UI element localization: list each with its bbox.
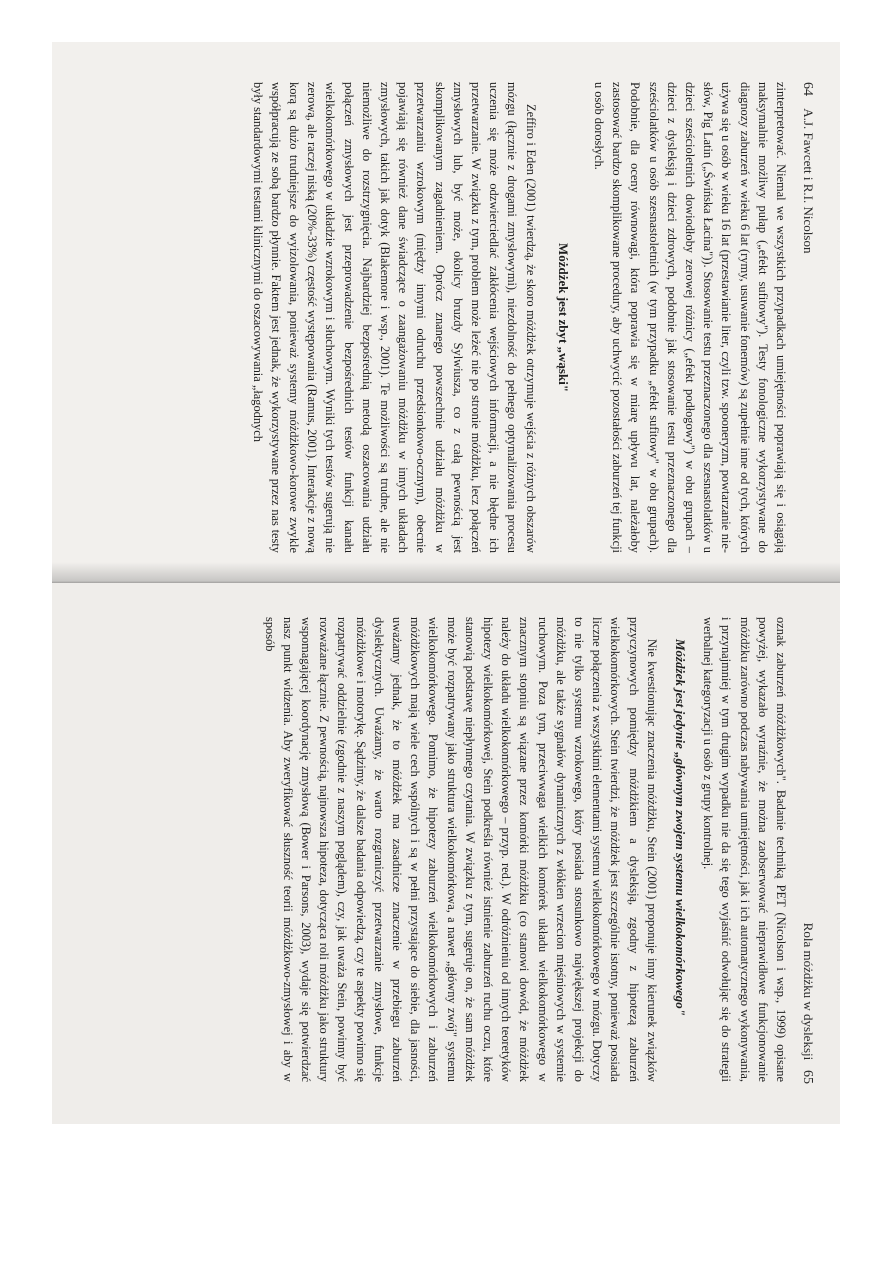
right-paragraph-2: Nie kwestionując znaczenia móżdżku, Stein (2001) proponuje inny kierunek związków przyczynowych pomiędzy móżdżkiem a dysleksją, zgodny z hipotezą zaburzeń wielkokomórkowych. Stein twierdzi, że móżdżek jest szczególnie istotny, ponieważ posiada liczne połączenia z wszystkimi elementami systemu wielkokomórkowego w mózgu. Dotyczy to nie tylko systemu wzrokowego, który posiada stosunkowo największej projekcji do móżdżku, ale także sygnałów dynamicznych z włókien wrzecion mięśniowych w systemie ruchowym. Poza tym, przeciwwaga wielkich komórek układu wielkokomórkowego w znacznym stopniu są wiązane przez komórki móżdżku (co stanowi dowód, że móżdżek należy do układu wielkokomórkowego – przyp. red.). W odróżnieniu od innych teoretyków hipotezy wielkokomórkowej, Stein podkreśla również istnienie zaburzeń ruchu oczu, które stanowią podstawę niepłynnego czytania. W związku z tym, sugeruje on, że sam móżdżek może być rozpatrywany jako struktura wielkokomórkowa, a nawet „główny zwój" systemu wielkokomórkowego. Pomimo, że hipotezy zaburzeń wielkokomórkowych i zaburzeń móżdżkowych mają wiele cech wspólnych i są w pełni przystające do siebie, dla jasności, uważamy jednak, że to móżdżek ma zasadnicze znaczenie w przebiegu zaburzeń dyslektycznych. Uważamy, że warto rozgraniczyć przetwarzanie zmysłowe, funkcje móżdżkowe i motorykę. Sądzimy, że dalsze badania odpowiedzą, czy te aspekty powinno się rozpatrywać oddzielnie (zgodnie z naszym poglądem), czy, jak uważa Stein, powinny być rozważane łącznie. Z pewnością, najnowsza hipoteza, dotycząca roli móżdżku jako struktury wspomagającej koordynację zmysłową (Bower i Parsons, 2003), wydaje się potwierdzać nasz punkt widzenia. Aby zweryfikować słuszność teorii móżdżkowo-zmysłowej i aby w sposób <box>262 617 659 1082</box>
left-page-header <box>799 82 816 253</box>
left-paragraph-2: Zeffiro i Eden (2001) twierdzą, że skoro móżdżek otrzymuje wejścia z różnych obszarów mózgu (łącznie z drogami zmysłowymi), niezdolność do pełnego optymalizowania procesu uczenia się może odzwierciedlać zakłócenia wejściowych informacji, a nie błędne ich przetwarzanie. W związku z tym, problem może leżeć nie po stronie móżdżku, lecz połączeń zmysłowych lub, być może, okolicy bruzdy Sylwiusza, co z całą pewnością jest skomplikowanym zagadnieniem. Oprócz znanego powszechnie udziału móżdżku w przetwarzaniu wzrokowym (między innymi odruchu przedsionkowo-ocznym), obecnie pojawiają się również dane świadczące o zaangażowaniu móżdżku w innych układach zmysłowych, takich jak dotyk (Blakemore i wsp., 2001). Te możliwości są trudne, ale nie niemożliwe do rozstrzygnięcia. Najbardziej bezpośrednią metodą oszacowania udziału połączeń zmysłowych jest przeprowadzenie bezpośrednich testów funkcji kanału wielkokomórkowego w układzie wzrokowym i słuchowym. Wyniki tych testów sugerują nie zerową, ale raczej niską (20%-33%) częstość występowania (Ramus, 2001). Interakcje z nową korą są dużo trudniejsze do wyizolowania, ponieważ systemy móżdżkowo-korowe zwykle współpracują ze sobą bardzo płynnie. Faktem jest jednak, że wykorzystywane przez nas testy były standardowymi testami klinicznymi do oszacowywania „łagodnych <box>250 82 538 553</box>
scanned-book-spread <box>52 42 840 1124</box>
right-page <box>52 583 840 1124</box>
right-page-header <box>799 923 816 1084</box>
right-running-head: Rola móżdżku w dysleksji <box>801 922 816 1061</box>
right-page-body <box>260 617 790 1082</box>
right-page-number: 65 <box>800 1070 815 1084</box>
right-section-title: Móżdżek jest jedynie „głównym zwojem systemu wielkokomórkowego" <box>672 639 688 1016</box>
left-page-body <box>248 82 790 553</box>
rotated-spread <box>52 42 840 1124</box>
left-page <box>52 42 840 583</box>
left-page-number: 64 <box>800 82 815 96</box>
left-running-head: A.J. Fawcett i R.I. Nicolson <box>801 108 816 254</box>
left-paragraph-1: zinterpretować. Niemal we wszystkich przypadkach umiejętności poprawiają się i osiągają maksymalnie możliwy pułap („efekt sufitowy"). Testy fonologiczne wykorzystywane do diagnozy zaburzeń w wieku 6 lat (rymy, usuwanie fonemów) są zupełnie inne od tych, których używa się u osób w wieku 16 lat (przestawianie liter, czyli tzw. spooneryzm, powtarzanie nie-słów, Pig Latin („Świńska Łacina")). Stosowanie testu przeznaczonego dla szesnastolatków u dzieci sześcioletnich dowiodłoby zerowej różnicy („efekt podłogowy") w obu grupach – dzieci z dysleksją i dzieci zdrowych, podobnie jak stosowanie testu przeznaczonego dla sześciolatków u osób szesnastoletnich (w tym przypadku „efekt sufitowy" w obu grupach). Podobnie, dla oceny równowagi, która poprawia się w miarę upływu lat, należałoby zastosować bardzo skomplikowane procedury, aby uchwycić pozostałości zaburzeń tej funkcji u osób dorosłych. <box>591 82 788 553</box>
left-section-title: Móżdżek jest zbyt „wąski" <box>555 242 571 393</box>
right-paragraph-1: oznak zaburzeń móżdżkowych". Badanie techniką PET (Nicolson i wsp., 1999) opisane powyżej, wykazało wyraźnie, że można zaobserwować nieprawidłowe funkcjonowanie móżdżku zarówno podczas nabywania umiejętności, jak i ich automatycznego wykonywania, i przynajmniej w tym drugim wypadku nie da się tego wyjaśnić odwołując się do strategii werbalnej kategoryzacji u osób z grupy kontrolnej. <box>701 617 788 1082</box>
